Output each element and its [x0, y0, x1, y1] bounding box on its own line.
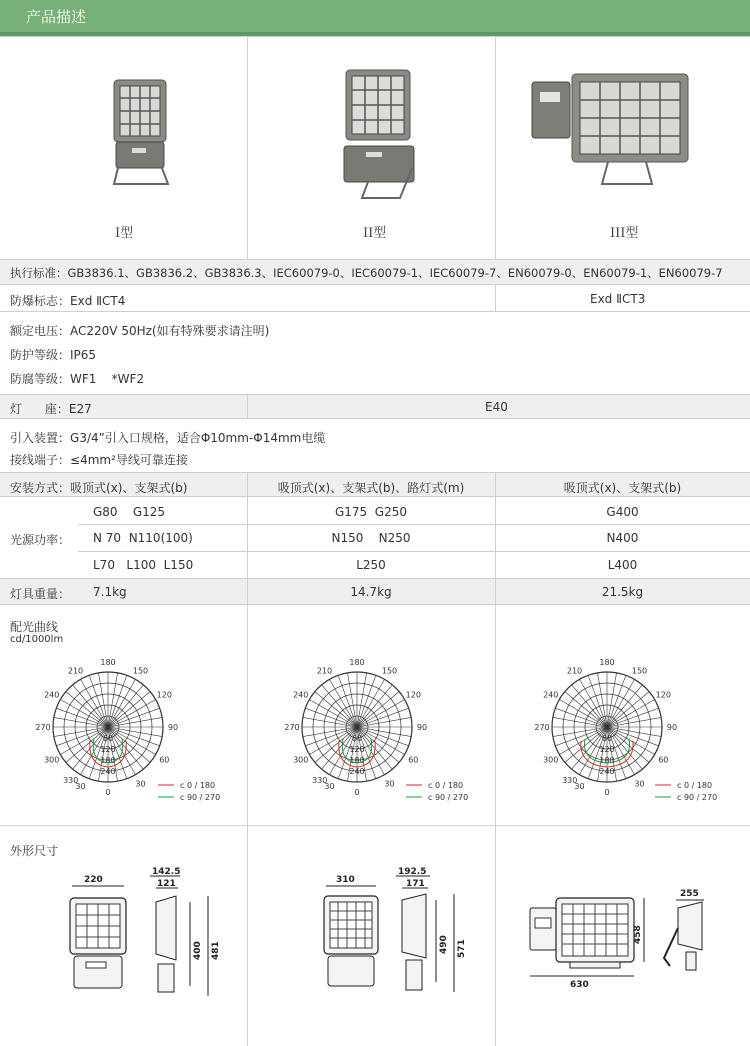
- voltage-label: 额定电压：: [10, 324, 71, 338]
- lamp-type-3-image: [528, 72, 698, 192]
- polar-ring-label: 60: [102, 734, 114, 743]
- polar-angle-label: 30: [75, 781, 86, 791]
- power-line2-col3: N400: [606, 531, 639, 545]
- type1-depth1: 142.5: [152, 867, 181, 877]
- polar-angle-label: 60: [408, 755, 419, 765]
- polar-angle-label: 240: [543, 690, 559, 700]
- ex-mark-value-right: Exd ⅡCT3: [590, 292, 646, 306]
- socket-value-right: E40: [485, 400, 508, 414]
- polar-angle-label: 150: [132, 666, 149, 676]
- legend-type-3: [655, 778, 745, 802]
- power-label: 光源功率：: [10, 533, 71, 547]
- polar-ring-label: 120: [599, 745, 615, 754]
- polar-angle-label: 180: [349, 658, 365, 667]
- polar-angle-label: 210: [316, 666, 333, 676]
- type2-h1: 490: [439, 935, 449, 954]
- legend-c90-label: c 90 / 270: [677, 793, 718, 802]
- type1-h1: 400: [193, 941, 203, 960]
- polar-angle-label: 330: [63, 776, 79, 786]
- protection-row: [10, 346, 96, 363]
- polar-angle-label: 240: [44, 690, 60, 700]
- type-2-caption: II型: [363, 226, 387, 241]
- type1-depth2: 121: [157, 879, 176, 889]
- corrosion-value: WF1 *WF2: [70, 372, 145, 386]
- polar-angle-label: 120: [655, 690, 671, 700]
- polar-angle-label: 30: [324, 781, 335, 791]
- light-curve-unit: cd/1000lm: [10, 634, 64, 645]
- dimension-drawing-type-1: [60, 868, 300, 1028]
- power-line2-col1: N 70 N110(100): [93, 531, 193, 545]
- lamp-type-2-image: [340, 68, 430, 208]
- power-line1-col2: G175 G250: [334, 505, 408, 519]
- polar-ring-label: 240: [349, 767, 365, 776]
- light-curve-title: 配光曲线: [10, 620, 59, 634]
- voltage-row: [10, 322, 269, 339]
- ex-mark-row: [10, 292, 125, 309]
- polar-ring-label: 120: [349, 745, 365, 754]
- polar-ring-label: 240: [100, 767, 116, 776]
- corrosion-label: 防腐等级：: [10, 372, 71, 386]
- polar-angle-label: 210: [67, 666, 84, 676]
- socket-value-left: E27: [68, 402, 92, 416]
- polar-angle-label: 150: [631, 666, 648, 676]
- inlet-label: 引入装置：: [10, 431, 71, 445]
- weight-label: 灯具重量：: [10, 587, 71, 601]
- polar-angle-label: 330: [312, 776, 328, 786]
- type1-width: 220: [84, 875, 103, 885]
- polar-angle-label: 60: [159, 755, 170, 765]
- polar-angle-label: 30: [384, 779, 395, 789]
- weight-col2: 14.7kg: [350, 585, 392, 599]
- power-line1-col3: G400: [606, 505, 639, 519]
- polar-ring-label: 180: [599, 756, 615, 765]
- mounting-col2: 吸顶式(x)、支架式(b)、路灯式(m): [277, 481, 465, 495]
- polar-angle-label: 90: [416, 723, 428, 732]
- power-line3-col1: L70 L100 L150: [93, 558, 194, 572]
- polar-angle-label: 210: [566, 666, 583, 676]
- polar-angle-label: 270: [35, 723, 51, 732]
- type2-depth1: 192.5: [398, 867, 427, 877]
- type2-depth2: 171: [406, 879, 425, 889]
- polar-angle-label: 180: [100, 658, 116, 667]
- polar-angle-label: 240: [293, 690, 309, 700]
- mounting-row: [10, 479, 187, 496]
- polar-angle-label: 0: [604, 788, 610, 797]
- polar-ring-label: 60: [351, 734, 363, 743]
- power-line2-col2: N150 N250: [331, 531, 411, 545]
- socket-label: 灯 座：: [10, 402, 69, 416]
- polar-angle-label: 270: [534, 723, 550, 732]
- polar-angle-label: 30: [634, 779, 645, 789]
- polar-ring-label: 180: [349, 756, 365, 765]
- polar-angle-label: 180: [599, 658, 615, 667]
- section-title: 产品描述: [26, 8, 87, 26]
- weight-col3: 21.5kg: [601, 585, 644, 599]
- power-line3-col3: L400: [607, 558, 638, 572]
- polar-angle-label: 30: [574, 781, 585, 791]
- mounting-label: 安装方式：: [10, 481, 71, 495]
- lamp-type-1-image: [108, 76, 188, 196]
- legend-type-1: [158, 778, 248, 802]
- type3-depth: 255: [680, 889, 699, 899]
- ex-mark-value-left: Exd ⅡCT4: [70, 294, 126, 308]
- legend-c0-label: c 0 / 180: [428, 781, 464, 790]
- protection-value: IP65: [70, 348, 97, 362]
- type1-h2: 481: [211, 941, 221, 960]
- corrosion-row: [10, 370, 144, 387]
- polar-angle-label: 120: [405, 690, 421, 700]
- dimension-drawing-type-3: [520, 868, 750, 1028]
- polar-ring-label: 60: [601, 734, 613, 743]
- polar-angle-label: 300: [543, 755, 559, 765]
- polar-angle-label: 300: [293, 755, 309, 765]
- power-line1-col1: G80 G125: [93, 505, 166, 519]
- type3-h1: 458: [633, 925, 643, 944]
- polar-ring-label: 120: [100, 745, 116, 754]
- ex-mark-label: 防爆标志：: [10, 294, 71, 308]
- dimension-drawing-type-2: [312, 868, 552, 1028]
- type2-width: 310: [336, 875, 355, 885]
- dimensions-title: 外形尺寸: [10, 844, 59, 858]
- standard-value: GB3836.1、GB3836.2、GB3836.3、IEC60079-0、IEC60079-1、IEC60079-7、EN60079-0、EN60079-1、EN60079-7: [67, 266, 723, 280]
- mounting-col3: 吸顶式(x)、支架式(b): [563, 481, 682, 495]
- inlet-value: G3/4”引入口规格，适合Φ10mm-Φ14mm电缆: [70, 431, 326, 445]
- polar-angle-label: 90: [666, 723, 678, 732]
- standard-label: 执行标准：: [10, 266, 68, 280]
- polar-angle-label: 120: [156, 690, 172, 700]
- polar-angle-label: 0: [354, 788, 360, 797]
- type-1-caption: I型: [115, 226, 134, 241]
- polar-angle-label: 0: [105, 788, 111, 797]
- polar-angle-label: 270: [284, 723, 300, 732]
- legend-c90-label: c 90 / 270: [428, 793, 469, 802]
- terminal-label: 接线端子：: [10, 453, 71, 467]
- type2-h2: 571: [457, 939, 467, 958]
- weight-col1: 7.1kg: [93, 585, 127, 599]
- standard-row: [10, 265, 723, 281]
- legend-c0-label: c 0 / 180: [677, 781, 713, 790]
- legend-type-2: [406, 778, 496, 802]
- type3-width: 630: [570, 980, 589, 990]
- polar-angle-label: 60: [658, 755, 669, 765]
- section-header: [0, 0, 750, 36]
- power-line3-col2: L250: [356, 558, 386, 572]
- mounting-col1: 吸顶式(x)、支架式(b): [70, 481, 188, 495]
- type-3-caption: III型: [610, 226, 639, 241]
- legend-c0-label: c 0 / 180: [180, 781, 216, 790]
- polar-angle-label: 150: [381, 666, 398, 676]
- polar-angle-label: 300: [44, 755, 60, 765]
- inlet-row: [10, 429, 325, 446]
- socket-row: [10, 400, 92, 417]
- polar-ring-label: 180: [100, 756, 116, 765]
- polar-angle-label: 90: [167, 723, 179, 732]
- polar-angle-label: 30: [135, 779, 146, 789]
- polar-ring-label: 240: [599, 767, 615, 776]
- voltage-value: AC220V 50Hz(如有特殊要求请注明): [70, 324, 270, 338]
- polar-angle-label: 330: [562, 776, 578, 786]
- protection-label: 防护等级：: [10, 348, 71, 362]
- legend-c90-label: c 90 / 270: [180, 793, 221, 802]
- terminal-row: [10, 451, 188, 468]
- terminal-value: ≤4mm²导线可靠连接: [70, 453, 188, 467]
